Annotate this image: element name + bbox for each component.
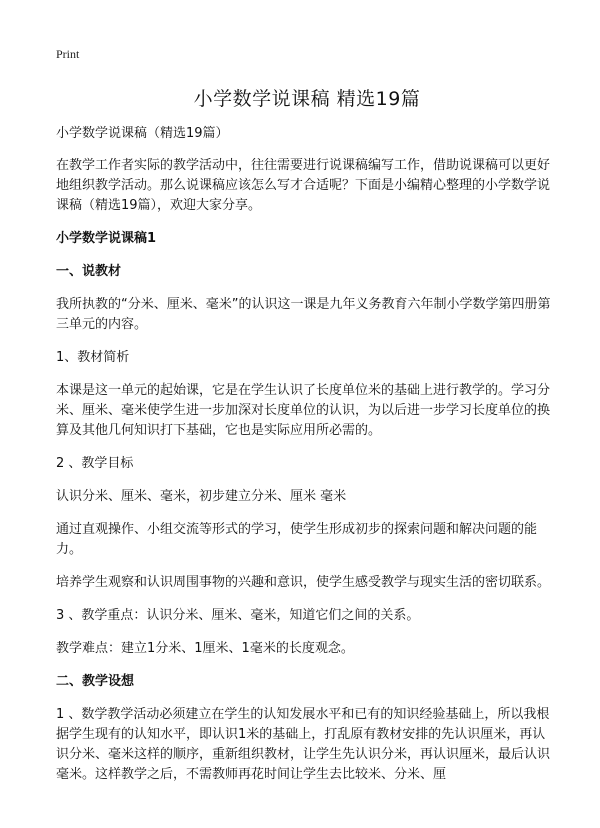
part2-paragraph: 1 、数学教学活动必须建立在学生的认知发展水平和已有的知识经验基础上，所以我根据学生现有的认知水平，即认识1米的基础上，打乱原有教材安排的先认识厘米，再认识分米、毫米这样的顺序，重新组织教材，让学生先认识分米，再认识厘米，最后认识毫米。这样教学之后，不需教师再花时间让学生去比较米、分米、厘: [56, 707, 551, 782]
document-subtitle: 小学数学说课稿（精选19篇）: [56, 126, 229, 141]
part2-heading: 二、教学设想: [56, 674, 135, 689]
section-title: 小学数学说课稿1: [56, 231, 157, 246]
key-point-paragraph: 3 、教学重点：认识分米、厘米、毫米，知道它们之间的关系。: [56, 608, 420, 623]
item1-paragraph: 本课是这一单元的起始课，它是在学生认识了长度单位米的基础上进行教学的。学习分米、厘米、毫米使学生进一步加深对长度单位的认识，为以后进一步学习长度单位的换算及其他几何知识打下基础，它也是实际应用所必需的。: [56, 383, 551, 438]
item2-heading: 2 、教学目标: [56, 456, 134, 471]
item1-heading: 1、教材简析: [56, 350, 130, 365]
page-title: 小学数学说课稿 精选19篇: [193, 88, 421, 110]
goal-paragraph-3: 培养学生观察和认识周围事物的兴趣和意识，使学生感受教学与现实生活的密切联系。: [56, 575, 551, 590]
difficulty-paragraph: 教学难点：建立1分米、1厘米、1毫米的长度观念。: [56, 641, 354, 656]
goal-paragraph-2: 通过直观操作、小组交流等形式的学习，使学生形成初步的探索问题和解决问题的能力。: [56, 522, 538, 557]
part1-heading: 一、说教材: [56, 264, 122, 279]
intro-paragraph: 在教学工作者实际的教学活动中，往往需要进行说课稿编写工作，借助说课稿可以更好地组织教学活动。那么说课稿应该怎么写才合适呢？下面是小编精心整理的小学数学说课稿（精选19篇），欢迎大家分享。: [56, 158, 551, 213]
part1-paragraph: 我所执教的“分米、厘米、毫米”的认识这一课是九年义务教育六年制小学数学第四册第三单元的内容。: [56, 297, 551, 332]
goal-paragraph-1: 认识分米、厘米、毫米，初步建立分米、厘米 毫米: [56, 489, 347, 504]
print-label: Print: [56, 47, 80, 61]
